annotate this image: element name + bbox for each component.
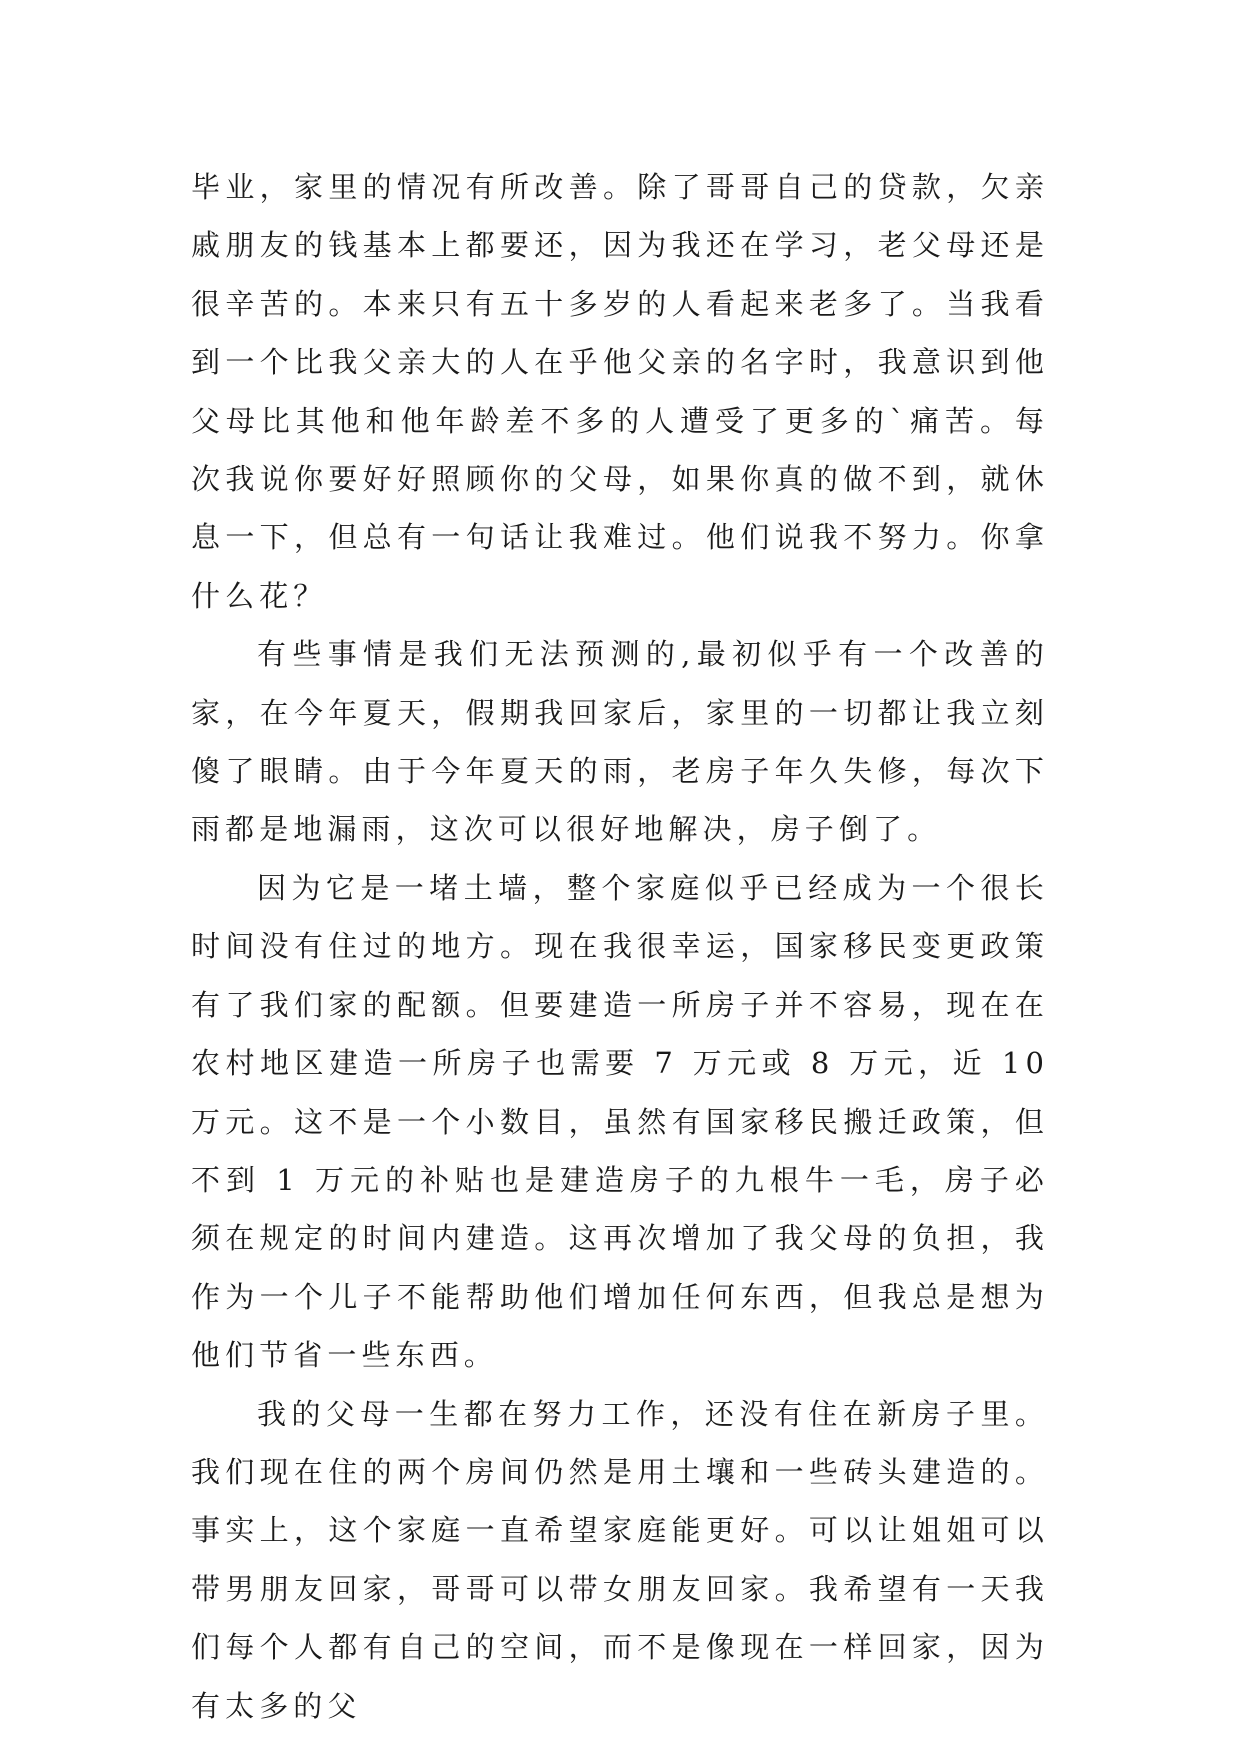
paragraph-2: 有些事情是我们无法预测的,最初似乎有一个改善的家，在今年夏天，假期我回家后，家里的一切都让我立刻傻了眼睛。由于今年夏天的雨，老房子年久失修，每次下雨都是地漏雨，这次可以很好地解决，房子倒了。 [191, 637, 1049, 847]
paragraph-1: 毕业，家里的情况有所改善。除了哥哥自己的贷款，欠亲戚朋友的钱基本上都要还，因为我还在学习，老父母还是很辛苦的。本来只有五十多岁的人看起来老多了。当我看到一个比我父亲大的人在乎他父亲的名字时，我意识到他父母比其他和他年龄差不多的人遭受了更多的`痛苦。每次我说你要好好照顾你的父母，如果你真的做不到，就休息一下，但总有一句话让我难过。他们说我不努力。你拿什么花？ [191, 170, 1049, 613]
paragraph-4: 我的父母一生都在努力工作，还没有住在新房子里。我们现在住的两个房间仍然是用土壤和一些砖头建造的。事实上，这个家庭一直希望家庭能更好。可以让姐姐可以带男朋友回家，哥哥可以带女朋友回家。我希望有一天我们每个人都有自己的空间，而不是像现在一样回家，因为有太多的父 [191, 1396, 1049, 1723]
body-text [191, 158, 1049, 1735]
paragraph-3: 因为它是一堵土墙，整个家庭似乎已经成为一个很长时间没有住过的地方。现在我很幸运，国家移民变更政策有了我们家的配额。但要建造一所房子并不容易，现在在农村地区建造一所房子也需要 7 万元或 8 万元，近 10 万元。这不是一个小数目，虽然有国家移民搬迁政策，但不到 1 万元的补贴也是建造房子的九根牛一毛，房子必须在规定的时间内建造。这再次增加了我父母的负担，我作为一个儿子不能帮助他们增加任何东西，但我总是想为他们节省一些东西。 [191, 870, 1049, 1373]
